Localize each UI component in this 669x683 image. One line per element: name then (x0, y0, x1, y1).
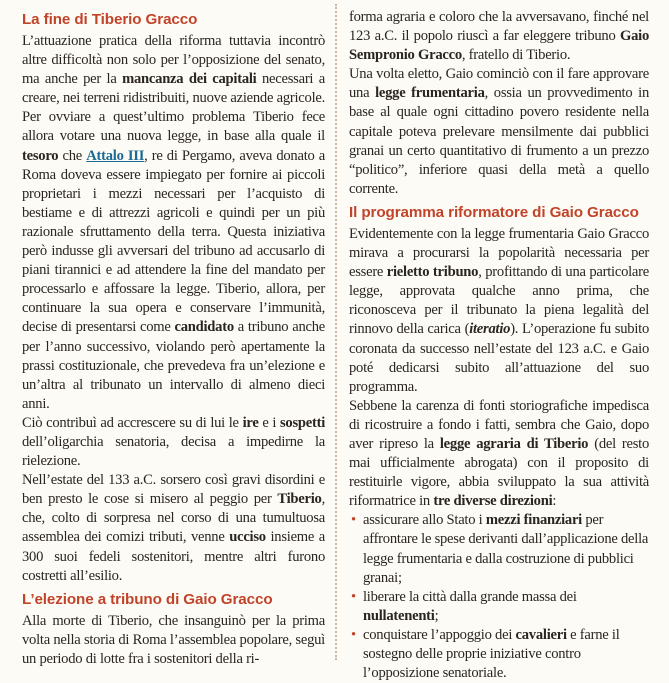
left-column (22, 8, 325, 669)
bold-term: cavalieri (515, 626, 567, 643)
bold-term: Tiberio (277, 491, 322, 508)
list-item: • assicurare allo Stato i mezzi finanziari per affrontare le spese derivanti dall’applicazione della legge frumentaria e dalla costruzione di pubblici granai; (351, 512, 649, 586)
paragraph-tre-direzioni: Sebbene la carenza di fonti storiografiche impedisca di ricostruire a fondo i fatti, sembra che Gaio, dopo aver ripreso la legge agraria di Tiberio (del resto mai ufficialmente abrogata) con il proposito di restituirle vigore, abbia sviluppato la sua attività riformatrice in tre diverse direzioni: (349, 397, 650, 510)
bold-term: legge frumentaria (375, 85, 485, 102)
paragraph-rielezione: Evidentemente con la legge frumentaria Gaio Gracco mirava a procurarsi la popolarità necessaria per essere rieletto tribuno, profittando di una particolare legge, approvata qualche anno prima, che riconosceva per il tribunato la piena legalità del rinnovo della carica (iteratio). L’operazione fu subito coronata da successo nell’estate del 123 a.C. e Gaio poté dedicarsi subito all’attuazione del suo programma. (349, 225, 649, 395)
column-divider (335, 4, 338, 660)
glossary-link[interactable]: Attalo III (86, 147, 145, 164)
paragraph-riforma-continua: forma agraria e coloro che la avversavano, finché nel 123 a.C. il popolo riuscì a far eleggere tribuno Gaio Sempronio Gracco, fratello di Tiberio. (349, 9, 649, 64)
bullet-icon: • (351, 512, 356, 529)
paragraph-estate-133: Nell’estate del 133 a.C. sorsero così gravi disordini e ben presto le cose si misero al peggio per Tiberio, che, colto di sorpresa nel corso di una tumultuosa assemblea dei comizi tributi, venne ucciso insieme a 300 suoi fedeli sostenitori, mentre altri furono costretti all’esilio. (22, 472, 326, 584)
bold-term: candidato (174, 319, 234, 336)
paragraph-morte-tiberio: Alla morte di Tiberio, che insanguinò per la prima volta nella storia di Roma l’assemblea popolare, seguì un periodo di lotte fra i sostenitori della ri- (22, 612, 325, 667)
right-column (349, 8, 649, 683)
list-item: • liberare la città dalla grande massa dei nullatenenti; (351, 588, 577, 624)
bullet-icon: • (351, 588, 356, 605)
bold-term: tesoro (22, 147, 59, 164)
list-item: • conquistare l’appoggio dei cavalieri e farne il sostegno delle proprie iniziative contro l’opposizione senatoriale. (351, 626, 620, 682)
bold-term: ucciso (229, 529, 266, 546)
reform-directions-list (349, 511, 649, 683)
bold-term: nullatenenti (363, 607, 435, 624)
bold-term: mezzi finanziari (485, 512, 582, 529)
bold-term: rieletto tribuno (386, 264, 479, 281)
bold-term: legge agraria di Tiberio (439, 435, 589, 452)
bold-term: tre diverse direzioni (433, 493, 553, 510)
heading-elezione-gaio: L’elezione a tribuno di Gaio Gracco (22, 590, 273, 608)
paragraph-legge-frumentaria: Una volta eletto, Gaio cominciò con il fare approvare una legge frumentaria, ossia un provvedimento in base al quale ogni cittadino povero residente nella capitale poteva prelevare mensilmente dai pubblici granai un certo quantitativo di frumento a un prezzo “politico”, inferiore quasi della metà a quello corrente. (349, 66, 649, 197)
bold-term: ire (242, 414, 259, 431)
bold-term: Gaio Sempronio Gracco (349, 28, 649, 64)
paragraph-riforma: L’attuazione pratica della riforma tuttavia incontrò altre difficoltà non solo per l’opposizione del senato, ma anche per la mancanza dei capitali necessari a creare, nei terreni ridistribuiti, nuove aziende agricole. Per ovviare a quest’ultimo problema Tiberio fece allora votare una nuova legge, in base alla quale il tesoro che Attalo III, re di Pergamo, aveva donato a Roma doveva essere impiegato per fornire ai piccoli proprietari i mezzi necessari per l’acquisto di bestiame e di attrezzi agricoli e quindi per un più razionale sfruttamento della terra. Questa iniziativa però indusse gli avversari del tribuno ad accusarlo di piani tirannici e ad attendere la fine del mandato per processarlo e affossare la legge. Tiberio, allora, per continuare la sua opera e conservare l’immunità, decise di presentarsi come candidato a tribuno anche per l’anno successivo, violando però apertamente la prassi costituzionale, che prevedeva fra un’elezione e un’altra al tribunato un intervallo di almeno dieci anni. (22, 33, 325, 412)
heading-programma-gaio: Il programma riformatore di Gaio Gracco (349, 203, 639, 221)
bold-term: sospetti (279, 414, 325, 431)
paragraph-ire-sospetti: Ciò contribuì ad accrescere su di lui le ire e i sospetti dell’oligarchia senatoria, decisa a impedirne la rielezione. (22, 414, 325, 470)
bullet-icon: • (351, 626, 356, 643)
italic-term: iteratio (469, 321, 511, 338)
heading-fine-tiberio: La fine di Tiberio Gracco (22, 11, 198, 28)
bold-term: mancanza dei capitali (122, 71, 257, 88)
